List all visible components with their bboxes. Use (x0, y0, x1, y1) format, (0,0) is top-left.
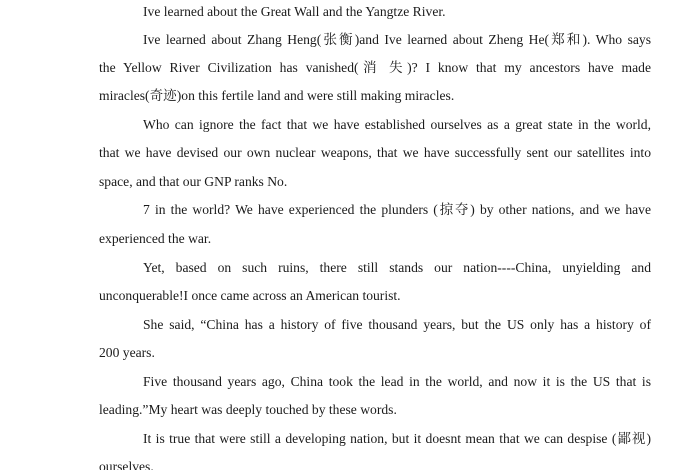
paragraph-line-15: leading.”My heart was deeply touched by these words. (99, 402, 397, 417)
paragraph-line-11: unconquerable!I once came across an American tourist. (99, 288, 401, 303)
paragraph-line-7: space, and that our GNP ranks No. (99, 174, 288, 189)
paragraph-line-16: It is true that were still a developing nation, but it doesnt mean that we can despise (鄙视) (143, 431, 651, 446)
paragraph-line-6: that we have devised our own nuclear weapons, that we have successfully sent our satellites into (99, 145, 651, 160)
paragraph-line-8: 7 in the world? We have experienced the plunders (掠夺) by other nations, and we have (143, 202, 651, 217)
paragraph-line-5: Who can ignore the fact that we have established ourselves as a great state in the world, (143, 117, 651, 132)
paragraph-line-4: miracles(奇迹)on this fertile land and were still making miracles. (99, 88, 455, 103)
paragraph-line-2: Ive learned about Zhang Heng(张衡)and Ive learned about Zheng He(郑和). Who says (143, 32, 651, 47)
paragraph-line-14: Five thousand years ago, China took the lead in the world, and now it is the US that is (143, 374, 651, 389)
paragraph-line-12: She said, “China has a history of five thousand years, but the US only has a history of (143, 317, 651, 332)
paragraph-line-13: 200 years. (99, 345, 155, 360)
paragraph-line-9: experienced the war. (99, 231, 212, 246)
paragraph-line-1: Ive learned about the Great Wall and the Yangtze River. (143, 4, 446, 19)
paragraph-line-3: the Yellow River Civilization has vanished(消 失)? I know that my ancestors have made (99, 60, 651, 75)
paragraph-line-10: Yet, based on such ruins, there still stands our nation----China, unyielding and (143, 260, 651, 275)
paragraph-line-17: ourselves. (99, 459, 154, 470)
